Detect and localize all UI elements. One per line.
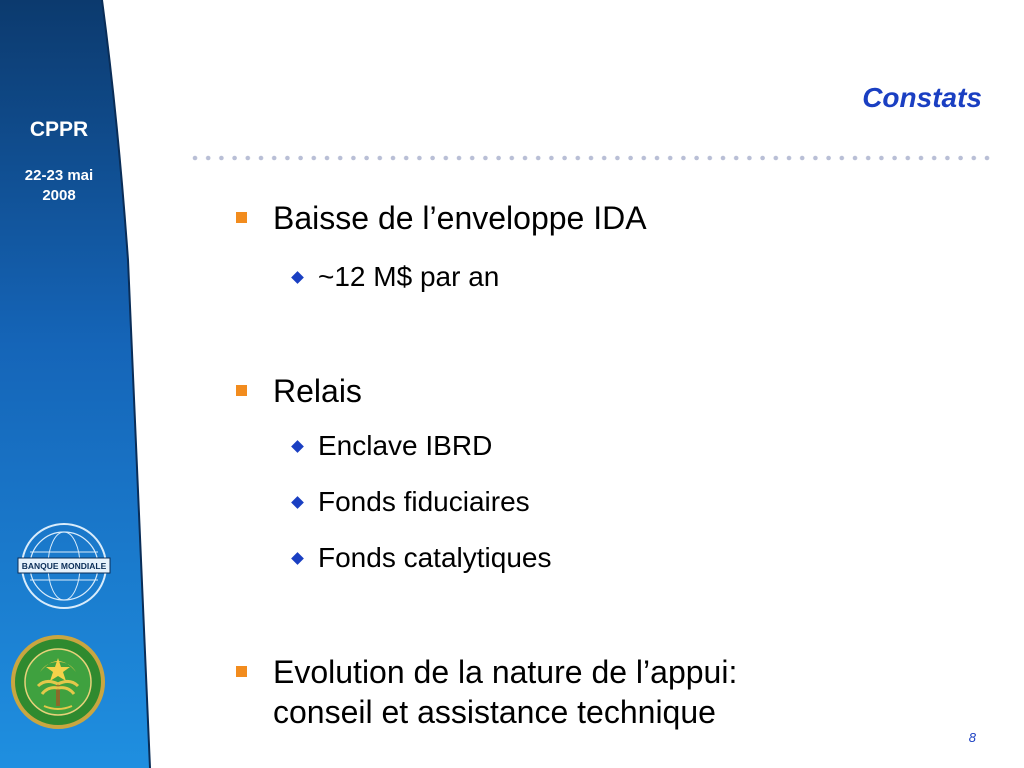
sub-bullet-text: ~12 M$ par an bbox=[318, 261, 500, 292]
page-number: 8 bbox=[968, 730, 976, 745]
sub-bullet-text: Enclave IBRD bbox=[318, 430, 493, 461]
sub-bullet-text: Fonds catalytiques bbox=[318, 542, 552, 573]
mauritania-seal-logo bbox=[10, 632, 106, 732]
bullet-text-line2: conseil et assistance technique bbox=[273, 694, 716, 730]
sub-bullet-item bbox=[289, 541, 551, 575]
sub-bullet-text: Fonds fiduciaires bbox=[318, 486, 530, 517]
slide-title: Constats bbox=[862, 82, 982, 113]
sidebar-date-line2: 2008 bbox=[42, 187, 76, 204]
square-bullet-icon bbox=[236, 212, 247, 223]
world-bank-logo-text: BANQUE MONDIALE bbox=[21, 561, 107, 571]
bullet-text-line1: Evolution de la nature de l’appui: bbox=[273, 654, 738, 690]
square-bullet-icon bbox=[236, 666, 247, 677]
bullet-item bbox=[236, 198, 647, 238]
bullet-text: Relais bbox=[273, 373, 362, 409]
dotted-separator bbox=[192, 152, 992, 164]
bullet-item bbox=[236, 652, 737, 732]
bullet-text bbox=[273, 652, 737, 732]
sub-bullet-item bbox=[289, 260, 499, 294]
diamond-bullet-icon bbox=[291, 440, 304, 453]
sub-bullet-item bbox=[289, 429, 492, 463]
sub-bullet-item bbox=[289, 485, 530, 519]
sidebar-date-line1: 22-23 mai bbox=[24, 167, 94, 184]
bullet-item bbox=[236, 371, 362, 411]
diamond-bullet-icon bbox=[291, 271, 304, 284]
diamond-bullet-icon bbox=[291, 552, 304, 565]
diamond-bullet-icon bbox=[291, 496, 304, 509]
world-bank-logo bbox=[14, 520, 114, 612]
sidebar-cppr-label: CPPR bbox=[29, 118, 89, 141]
sidebar-date bbox=[0, 166, 118, 206]
square-bullet-icon bbox=[236, 385, 247, 396]
bullet-text: Baisse de l’enveloppe IDA bbox=[273, 200, 647, 236]
